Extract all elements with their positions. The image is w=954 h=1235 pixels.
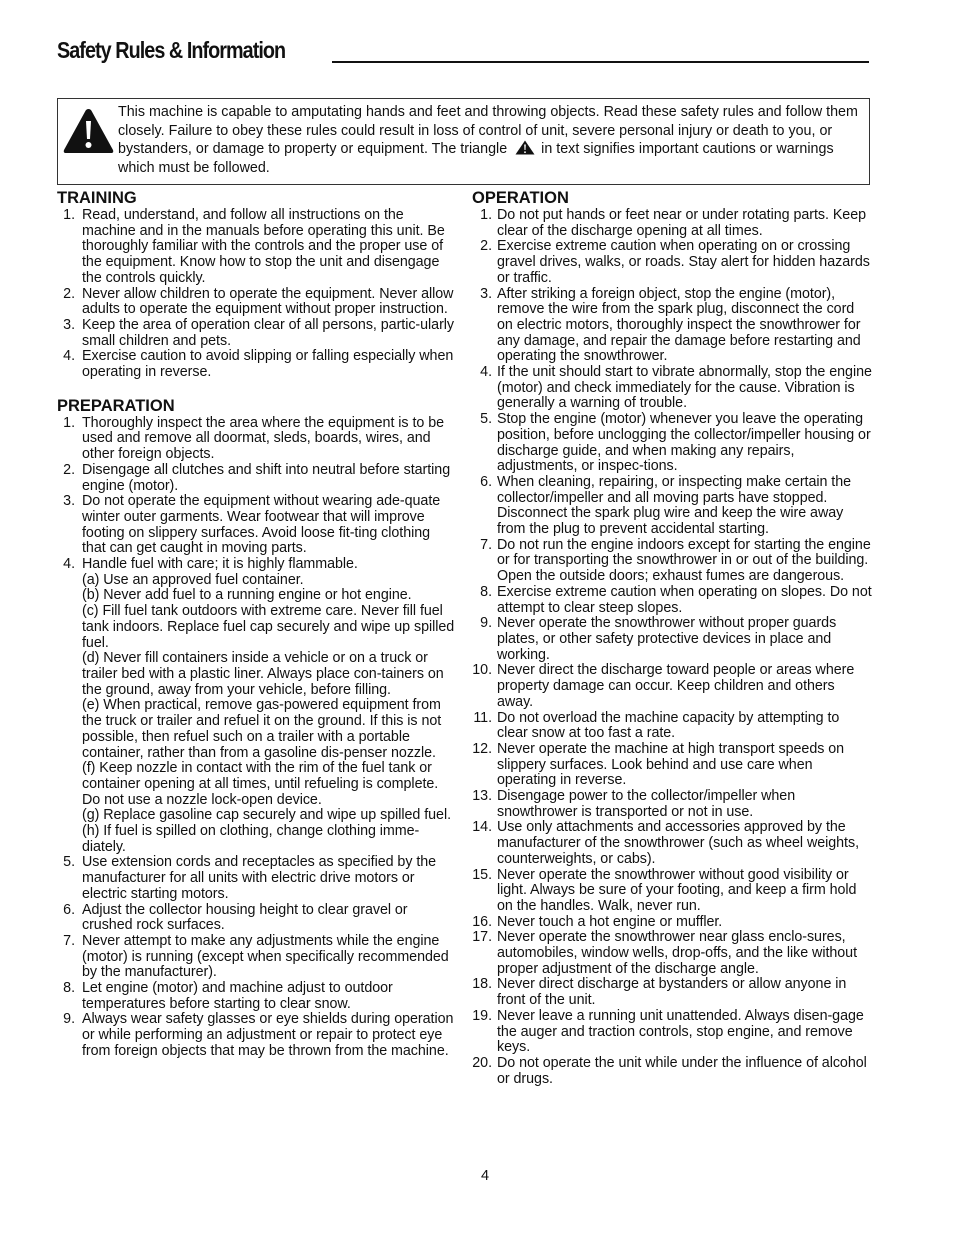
operation-rule-item bbox=[472, 475, 872, 538]
operation-rule-item bbox=[472, 239, 872, 286]
rule-subitem: (c) Fill fuel tank outdoors with extreme care. Never fill fuel tank indoors. Replace fuel cap securely and wipe up spilled fuel. bbox=[82, 603, 455, 651]
operation-rule-item bbox=[472, 365, 872, 412]
rule-text: Never operate the snowthrower without proper guards plates, or other safety protective devices in place and working. bbox=[497, 615, 837, 663]
operation-rule-item bbox=[472, 208, 872, 239]
rule-number: 18. bbox=[472, 976, 492, 993]
warning-text-after: in text signifies important cautions or warnings which must be followed. bbox=[118, 141, 834, 176]
preparation-rule-item bbox=[57, 855, 457, 902]
operation-rule-item bbox=[472, 1056, 872, 1087]
rule-text: Never direct the discharge toward people or areas where property damage can occur. Keep children and others away. bbox=[497, 662, 855, 710]
rule-text: Exercise extreme caution when operating on or crossing gravel drives, walks, or roads. Stay alert for hidden hazards or traffic. bbox=[497, 238, 870, 286]
rule-number: 11. bbox=[473, 709, 492, 726]
rule-text: Adjust the collector housing height to clear gravel or crushed rock surfaces. bbox=[82, 901, 408, 934]
preparation-rule-item bbox=[57, 416, 457, 463]
operation-list bbox=[472, 208, 872, 1087]
operation-rule-item bbox=[472, 663, 872, 710]
page-title: Safety Rules & Information bbox=[57, 37, 286, 63]
rule-text: When cleaning, repairing, or inspecting make certain the collector/impeller and all moving parts have stopped. Disconnect the spark plug wire and keep the wire away from the plug to prevent accidental starting. bbox=[497, 473, 852, 538]
training-rule-item bbox=[57, 287, 457, 318]
operation-rule-item bbox=[472, 820, 872, 867]
operation-rule-item bbox=[472, 868, 872, 915]
rule-number: 2. bbox=[480, 238, 492, 255]
rule-text: Thoroughly inspect the area where the equipment is to be used and remove all doormat, sleds, boards, wires, and other foreign objects. bbox=[82, 414, 444, 463]
warning-triangle-icon bbox=[62, 107, 115, 155]
rule-subitem: (e) When practical, remove gas-powered equipment from the truck or trailer and refuel it on the ground. If this is not possible, then refuel such on a trailer with a portable container, rather than from a gasoline dis-penser nozzle. bbox=[82, 697, 442, 761]
preparation-rule-item bbox=[57, 557, 457, 855]
rule-text: Read, understand, and follow all instructions on the machine and in the manuals before operating this unit. Be thoroughly familiar with the controls and the proper use of the equipment. Know how to stop the unit and disengage the controls quickly. bbox=[82, 207, 445, 286]
warning-text-before: This machine is capable to amputating hands and feet and throwing objects. Read these safety rules and follow them closely. Failure to obey these rules could result in loss of control of unit, severe personal injury or death to you, or bystanders, or damage to property or equipment. The triangle bbox=[118, 104, 858, 157]
rule-number: 4. bbox=[480, 364, 492, 381]
preparation-rule-item bbox=[57, 981, 457, 1012]
rule-text: Never operate the snowthrower near glass enclo-sures, automobiles, window wells, drop-offs, and the like without proper adjustment of the discharge angle. bbox=[497, 929, 858, 977]
rule-number: 4. bbox=[63, 348, 75, 365]
preparation-heading: PREPARATION bbox=[57, 396, 175, 415]
training-rule-item bbox=[57, 318, 457, 349]
rule-text: Stop the engine (motor) whenever you leave the operating position, before unclogging the collector/impeller housing or discharge guide, and when making any repairs, adjustments, or inspec-tions. bbox=[497, 411, 871, 475]
operation-heading: OPERATION bbox=[472, 189, 569, 207]
rule-text: Do not overload the machine capacity by attempting to clear snow at too fast a rate. bbox=[497, 709, 840, 742]
rule-number: 6. bbox=[480, 473, 492, 490]
rule-text: Never operate the machine at high transport speeds on slippery surfaces. Look behind and use care when operating in reverse. bbox=[497, 740, 845, 789]
rule-text: Keep the area of operation clear of all persons, partic-ularly small children and pets. bbox=[82, 316, 455, 349]
preparation-rule-item bbox=[57, 463, 457, 494]
right-column bbox=[472, 188, 872, 1087]
rule-text: Exercise extreme caution when operating on slopes. Do not attempt to clear steep slopes. bbox=[497, 583, 872, 616]
rule-subitem: (h) If fuel is spilled on clothing, change clothing imme-diately. bbox=[82, 823, 420, 855]
rule-text: Never touch a hot engine or muffler. bbox=[497, 913, 723, 930]
rule-text: Always wear safety glasses or eye shields during operation or while performing an adjustment or repair to protect eye from foreign objects that may be thrown from the machine. bbox=[82, 1011, 454, 1059]
rule-subitem: (d) Never fill containers inside a vehicle or on a truck or trailer bed with a plastic liner. Always place con-tainers on the ground, away from your vehicle, before filling. bbox=[82, 650, 444, 698]
rule-number: 6. bbox=[63, 901, 75, 918]
rule-number: 12. bbox=[472, 740, 492, 757]
rule-subitem: (b) Never add fuel to a running engine or hot engine. bbox=[82, 587, 412, 604]
preparation-rule-item bbox=[57, 1012, 457, 1059]
rule-number: 16. bbox=[472, 913, 492, 930]
operation-rule-item bbox=[472, 1009, 872, 1056]
rule-number: 8. bbox=[63, 980, 75, 997]
rule-number: 9. bbox=[63, 1011, 75, 1028]
training-rule-item bbox=[57, 208, 457, 287]
rule-number: 5. bbox=[63, 854, 75, 871]
rule-text: If the unit should start to vibrate abnormally, stop the engine (motor) and check immediately for the cause. Vibration is generally a warning of trouble. bbox=[497, 364, 872, 412]
page-number: 4 bbox=[480, 1168, 490, 1184]
rule-number: 14. bbox=[472, 819, 492, 836]
rule-text: Exercise caution to avoid slipping or falling especially when operating in reverse. bbox=[82, 348, 454, 381]
rule-text: Let engine (motor) and machine adjust to outdoor temperatures before starting to clear snow. bbox=[82, 980, 393, 1012]
rule-text: Never attempt to make any adjustments while the engine (motor) is running (except when specifically recommended by the manufacturer). bbox=[82, 932, 449, 981]
training-rule-item bbox=[57, 349, 457, 380]
operation-rule-item bbox=[472, 711, 872, 742]
rule-text: Do not run the engine indoors except for starting the engine or for transporting the snowthrower in or out of the building. Open the outside doors; exhaust fumes are dangerous. bbox=[497, 536, 871, 585]
rule-text: Use extension cords and receptacles as specified by the manufacturer for all units with electric drive motors or electric starting motors. bbox=[82, 854, 437, 902]
title-rule bbox=[332, 61, 869, 63]
training-list bbox=[57, 208, 457, 381]
rule-number: 8. bbox=[480, 583, 492, 600]
preparation-rule-item bbox=[57, 934, 457, 981]
preparation-list bbox=[57, 416, 457, 1060]
rule-text: Never direct discharge at bystanders or allow anyone in front of the unit. bbox=[497, 976, 847, 1009]
rule-number: 4. bbox=[63, 556, 75, 573]
operation-rule-item bbox=[472, 616, 872, 663]
operation-rule-item bbox=[472, 585, 872, 616]
rule-text: Do not operate the equipment without wearing ade-quate winter outer garments. Wear footwear that will improve footing on slippery surfaces. Avoid loose fit-ting clothing that can get caught in moving parts. bbox=[82, 493, 441, 557]
rule-text: Use only attachments and accessories approved by the manufacturer of the snowthrower (such as wheel weights, counterweights, or cabs). bbox=[497, 819, 859, 867]
rule-number: 15. bbox=[472, 866, 492, 883]
rule-number: 13. bbox=[472, 788, 492, 805]
rule-number: 3. bbox=[480, 285, 492, 302]
operation-rule-item bbox=[472, 915, 872, 931]
rule-text: Disengage all clutches and shift into neutral before starting engine (motor). bbox=[82, 461, 451, 494]
warning-text bbox=[118, 103, 863, 177]
preparation-rule-item bbox=[57, 903, 457, 934]
rule-subitem: (g) Replace gasoline cap securely and wipe up spilled fuel. bbox=[82, 807, 451, 824]
rule-text: After striking a foreign object, stop the engine (motor), remove the wire from the spark plug, disconnect the cord on electric motors, thoroughly inspect the snowthrower for any damage, and repair the damage before restarting and operating the snowthrower. bbox=[497, 285, 861, 365]
inline-warning-triangle-icon bbox=[515, 140, 535, 155]
rule-number: 2. bbox=[63, 285, 75, 302]
rule-number: 7. bbox=[63, 932, 75, 949]
left-column bbox=[57, 188, 457, 1060]
rule-text: Never leave a running unit unattended. Always disen-gage the auger and traction controls, stop engine, and remove keys. bbox=[497, 1007, 864, 1056]
page-header bbox=[57, 36, 869, 64]
rule-number: 2. bbox=[63, 461, 75, 478]
rule-number: 3. bbox=[63, 493, 75, 510]
rule-subitem: (a) Use an approved fuel container. bbox=[82, 571, 304, 588]
operation-rule-item bbox=[472, 789, 872, 820]
operation-rule-item bbox=[472, 412, 872, 475]
rule-number: 1. bbox=[63, 207, 75, 223]
rule-subitem: (f) Keep nozzle in contact with the rim of the fuel tank or container opening at all times, until refueling is complete. Do not use a nozzle lock-open device. bbox=[82, 760, 439, 808]
operation-rule-item bbox=[472, 287, 872, 366]
rule-number: 9. bbox=[480, 615, 492, 632]
rule-number: 20. bbox=[472, 1054, 492, 1071]
operation-rule-item bbox=[472, 538, 872, 585]
rule-number: 1. bbox=[63, 414, 75, 431]
rule-number: 7. bbox=[480, 536, 492, 553]
rule-text: Do not put hands or feet near or under rotating parts. Keep clear of the discharge opening at all times. bbox=[497, 207, 867, 239]
operation-rule-item bbox=[472, 977, 872, 1008]
rule-text: Never operate the snowthrower without good visibility or light. Always be sure of your footing, and keep a firm hold on the handles. Walk, never run. bbox=[497, 866, 857, 914]
rule-number: 10. bbox=[472, 662, 492, 679]
operation-rule-item bbox=[472, 742, 872, 789]
rule-number: 19. bbox=[472, 1007, 492, 1024]
safety-warning-box bbox=[57, 98, 870, 185]
rule-text: Disengage power to the collector/impeller when snowthrower is transported or not in use. bbox=[497, 788, 796, 820]
training-heading: TRAINING bbox=[57, 189, 137, 207]
rule-number: 17. bbox=[472, 929, 492, 946]
preparation-rule-item bbox=[57, 494, 457, 557]
rule-text: Handle fuel with care; it is highly flammable. bbox=[82, 556, 358, 573]
rule-number: 3. bbox=[63, 316, 75, 333]
rule-text: Do not operate the unit while under the influence of alcohol or drugs. bbox=[497, 1054, 867, 1087]
rule-number: 5. bbox=[480, 411, 492, 428]
operation-rule-item bbox=[472, 930, 872, 977]
rule-number: 1. bbox=[480, 207, 492, 223]
rule-text: Never allow children to operate the equipment. Never allow adults to operate the equipment without proper instruction. bbox=[82, 285, 454, 318]
